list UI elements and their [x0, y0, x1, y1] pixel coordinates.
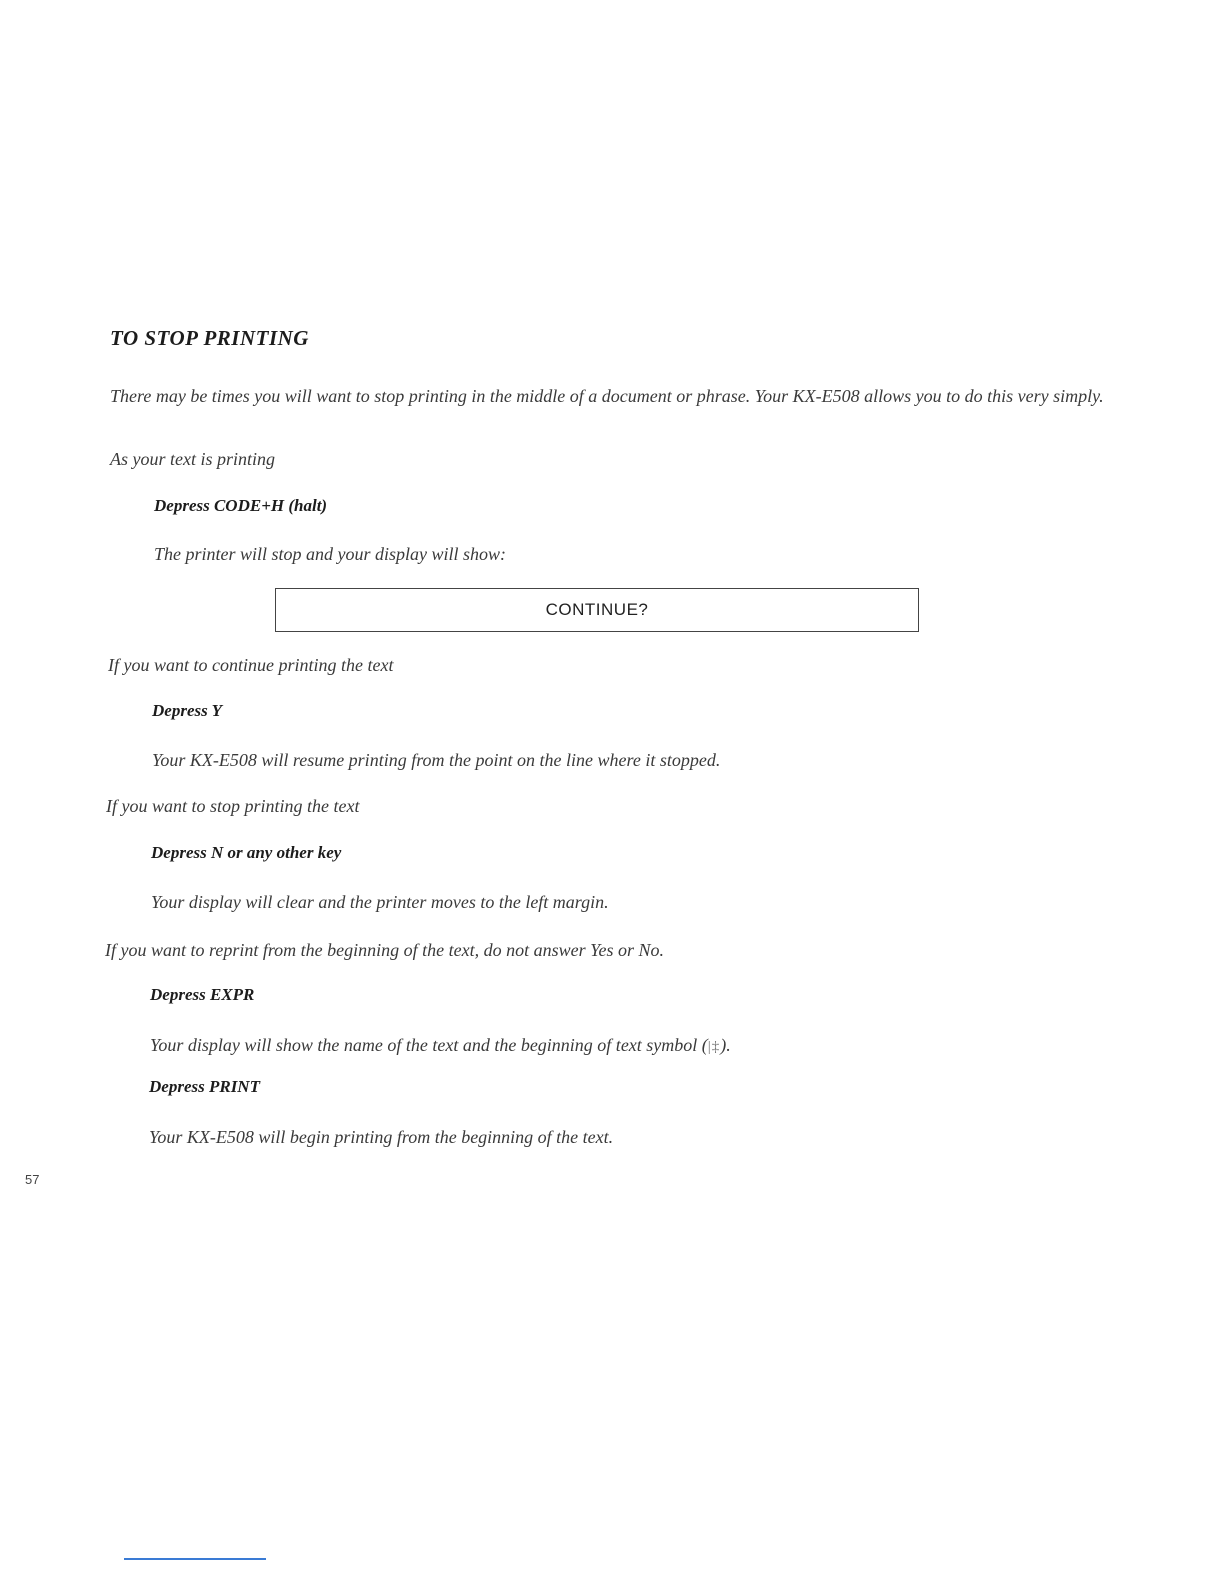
intro-paragraph: There may be times you will want to stop printing in the middle of a document or phrase. Your KX-E508 allows you to do this very simply. — [110, 386, 1104, 406]
no-result-text: Your display will clear and the printer moves to the left margin. — [151, 892, 609, 912]
step-print: Depress PRINT — [149, 1077, 260, 1096]
yes-result-text: Your KX-E508 will resume printing from the point on the line where it stopped. — [152, 750, 721, 770]
step-halt: Depress CODE+H (halt) — [154, 496, 328, 515]
step-no: Depress N or any other key — [151, 843, 342, 862]
beginning-of-text-symbol: |‡ — [707, 1039, 721, 1055]
reprint-condition-text: If you want to reprint from the beginning of the text, do not answer Yes or No. — [105, 940, 664, 960]
step-expr: Depress EXPR — [150, 985, 255, 1004]
halt-result-text: The printer will stop and your display will show: — [154, 544, 507, 564]
stop-condition-text: If you want to stop printing the text — [106, 796, 360, 816]
continue-condition-text: If you want to continue printing the text — [108, 655, 394, 675]
section-title: TO STOP PRINTING — [110, 326, 309, 350]
expr-result-text — [150, 1035, 731, 1058]
footer-rule — [124, 1558, 266, 1560]
as-printing-text: As your text is printing — [110, 449, 275, 469]
expr-result-after: ). — [720, 1035, 731, 1055]
print-result-text: Your KX-E508 will begin printing from the beginning of the text. — [149, 1127, 614, 1147]
display-readout — [275, 588, 919, 632]
step-yes: Depress Y — [152, 701, 223, 720]
page-number: 57 — [25, 1172, 40, 1187]
display-text: CONTINUE? — [545, 600, 649, 619]
expr-result-before: Your display will show the name of the text and the beginning of text symbol ( — [150, 1035, 708, 1055]
